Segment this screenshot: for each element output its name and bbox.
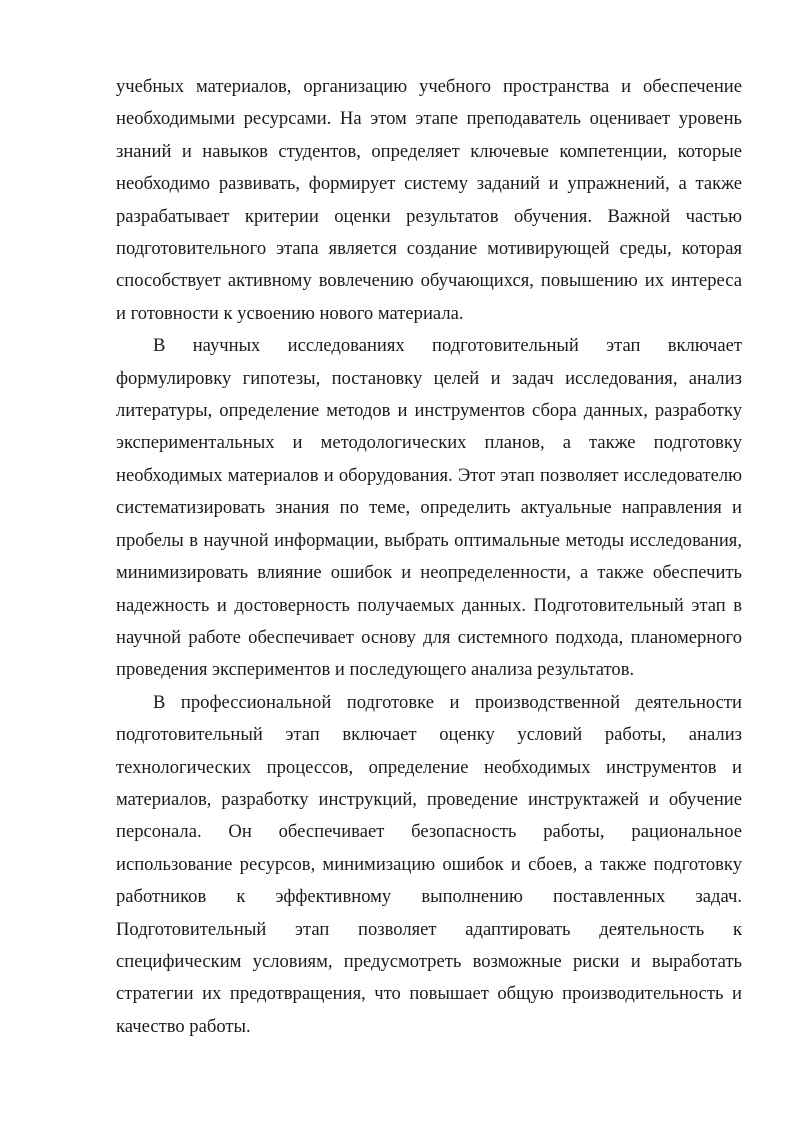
paragraph-continuation: учебных материалов, организацию учебного пространства и обеспечение необходимыми ресурсами. На этом этапе преподаватель оценивает уровень знаний и навыков студентов, определяет ключевые компетенции, которые необходимо развивать, формирует систему заданий и упражнений, а также разрабатывает критерии оценки результатов обучения. Важной частью подготовительного этапа является создание мотивирующей среды, которая способствует активному вовлечению обучающихся, повышению их интереса и готовности к усвоению нового материала. [116,76,742,324]
body-text [116,71,742,1043]
paragraph-professional-training: В профессиональной подготовке и производственной деятельности подготовительный этап включает оценку условий работы, анализ технологических процессов, определение необходимых инструментов и материалов, разработку инструкций, проведение инструктажей и обучение персонала. Он обеспечивает безопасность работы, рациональное использование ресурсов, минимизацию ошибок и сбоев, а также подготовку работников к эффективному выполнению поставленных задач. Подготовительный этап позволяет адаптировать деятельность к специфическим условиям, предусмотреть возможные риски и выработать стратегии их предотвращения, что повышает общую производительность и качество работы. [116,691,742,1037]
paragraph-scientific-research: В научных исследованиях подготовительный этап включает формулировку гипотезы, постановку целей и задач исследования, анализ литературы, определение методов и инструментов сбора данных, разработку экспериментальных и методологических планов, а также подготовку необходимых материалов и оборудования. Этот этап позволяет исследователю систематизировать знания по теме, определить актуальные направления и пробелы в научной информации, выбрать оптимальные методы исследования, минимизировать влияние ошибок и неопределенности, а также обеспечить надежность и достоверность получаемых данных. Подготовительный этап в научной работе обеспечивает основу для системного подхода, планомерного проведения экспериментов и последующего анализа результатов. [116,335,742,681]
